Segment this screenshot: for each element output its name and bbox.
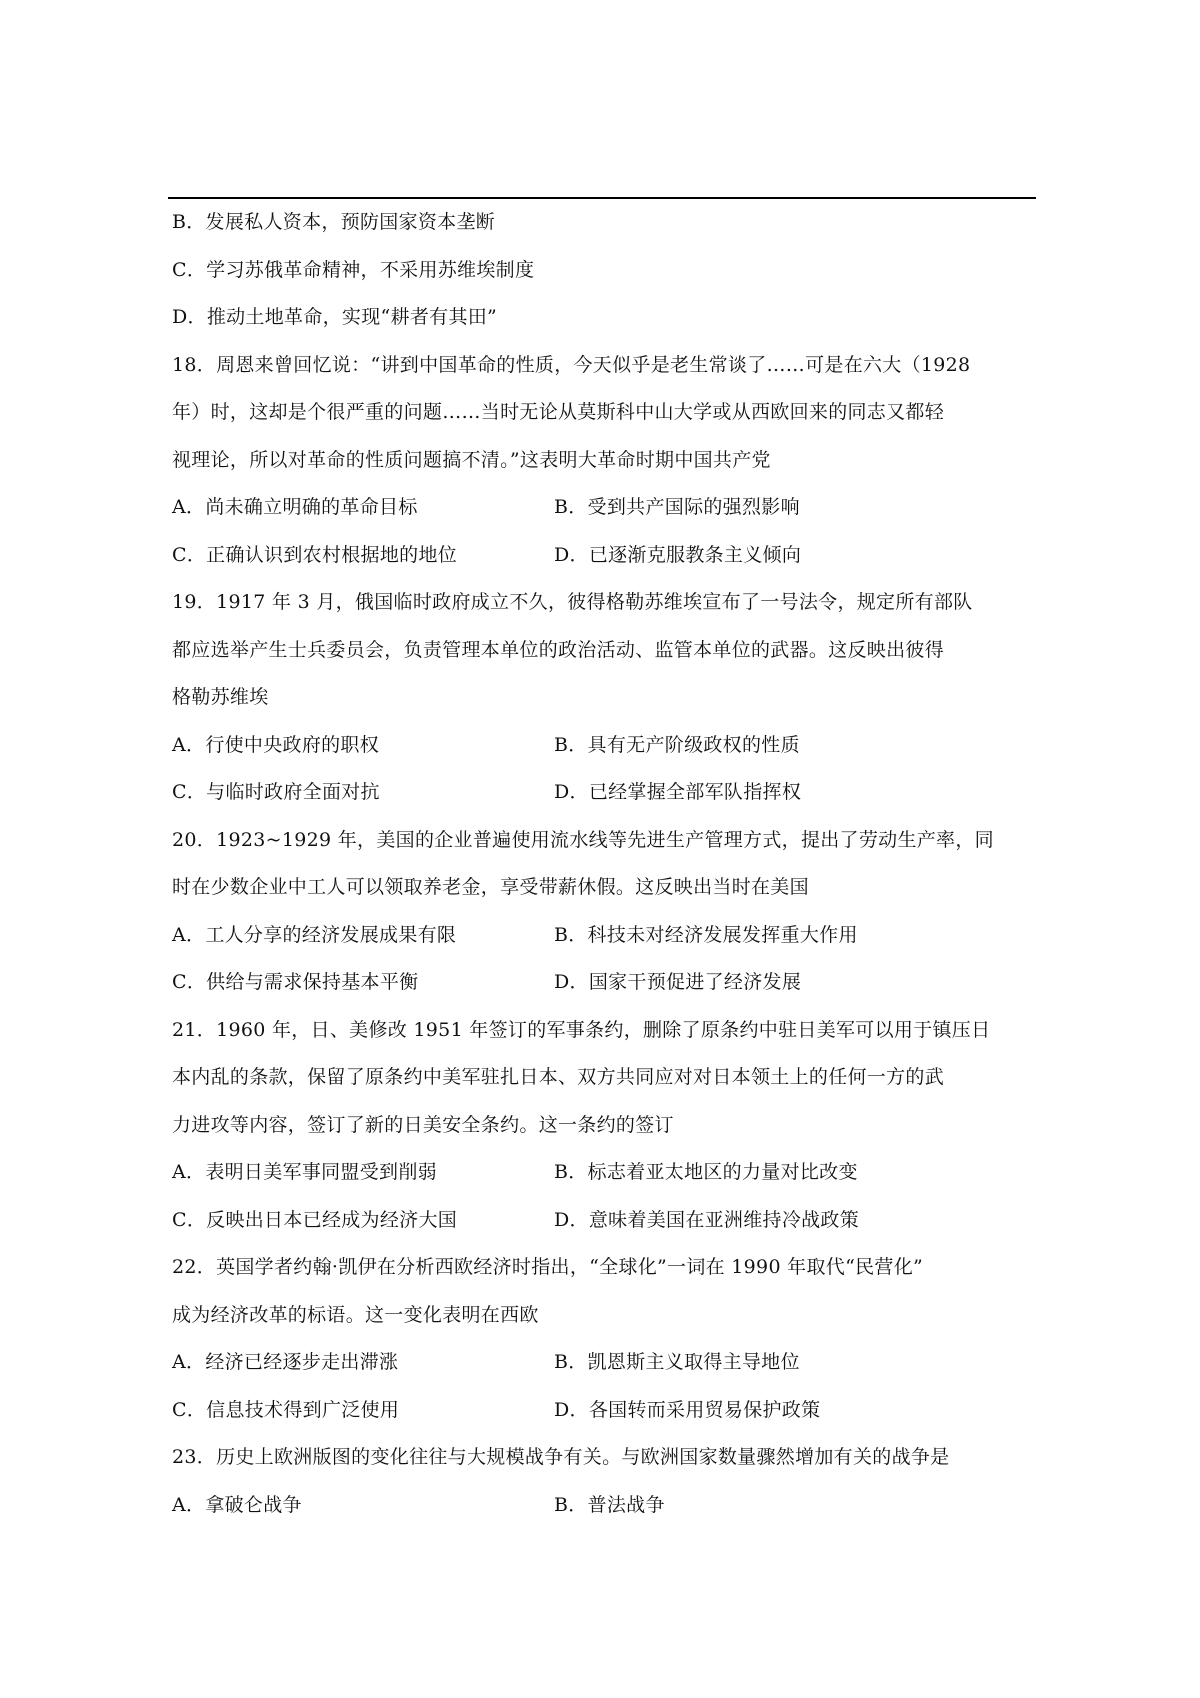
option-row <box>172 495 800 519</box>
option-row <box>172 1398 821 1422</box>
option-row <box>172 1350 800 1374</box>
option-b: B．普法战争 <box>554 1493 665 1516</box>
option-row <box>172 1160 858 1184</box>
option-b: B．凯恩斯主义取得主导地位 <box>554 1351 800 1373</box>
option-row <box>172 543 802 567</box>
option-a: A．表明日美军事同盟受到削弱 <box>172 1161 437 1183</box>
option-row <box>172 733 800 757</box>
option-c: C．反映出日本已经成为经济大国 <box>172 1208 458 1231</box>
option-a: A．经济已经逐步走出滞涨 <box>172 1351 399 1373</box>
option-c: C．供给与需求保持基本平衡 <box>172 971 419 993</box>
option-b: B．具有无产阶级政权的性质 <box>554 733 800 756</box>
question-21-stem: 21．1960 年，日、美修改 1951 年签订的军事条约，删除了原条约中驻日美军可以用于镇压日 <box>172 1018 991 1041</box>
question-22-stem: 22．英国学者约翰·凯伊在分析西欧经济时指出，“全球化”一词在 1990 年取代“民营化” <box>172 1256 924 1278</box>
text-line: 力进攻等内容，签订了新的日美安全条约。这一条约的签订 <box>172 1113 674 1136</box>
option-d: D．已经掌握全部军队指挥权 <box>554 781 802 803</box>
text-line: 视理论，所以对革命的性质问题搞不清。”这表明大革命时期中国共产党 <box>172 448 771 471</box>
option-a: A．拿破仑战争 <box>172 1493 302 1516</box>
option-d: D．国家干预促进了经济发展 <box>554 971 802 993</box>
text-line: 都应选举产生士兵委员会，负责管理本单位的政治活动、监管本单位的武器。这反映出彼得 <box>172 638 945 661</box>
text-line: D．推动土地革命，实现“耕者有其田” <box>172 306 498 328</box>
option-b: B．科技未对经济发展发挥重大作用 <box>554 923 858 946</box>
text-line: 成为经济改革的标语。这一变化表明在西欧 <box>172 1303 539 1326</box>
option-d: D．已逐渐克服教条主义倾向 <box>554 543 802 566</box>
text-line: 本内乱的条款，保留了原条约中美军驻扎日本、双方共同应对对日本领土上的任何一方的武 <box>172 1066 945 1088</box>
question-23-stem: 23．历史上欧洲版图的变化往往与大规模战争有关。与欧洲国家数量骤然增加有关的战争是 <box>172 1446 950 1468</box>
header-rule <box>168 197 1036 199</box>
option-b: B．受到共产国际的强烈影响 <box>554 496 800 518</box>
question-19-stem: 19．1917 年 3 月，俄国临时政府成立不久，彼得格勒苏维埃宣布了一号法令，规定所有部队 <box>172 591 973 613</box>
question-20-stem: 20．1923~1929 年，美国的企业普遍使用流水线等先进生产管理方式，提出了劳动生产率，同 <box>172 828 994 851</box>
option-a: A．尚未确立明确的革命目标 <box>172 496 418 518</box>
option-b: B．标志着亚太地区的力量对比改变 <box>554 1161 858 1183</box>
option-d: D．意味着美国在亚洲维持冷战政策 <box>554 1208 860 1231</box>
option-row <box>172 970 802 994</box>
option-row <box>172 780 802 804</box>
question-18-stem: 18．周恩来曾回忆说：“讲到中国革命的性质，今天似乎是老生常谈了……可是在六大（1928 <box>172 353 971 376</box>
option-row <box>172 1208 860 1232</box>
text-line: C．学习苏俄革命精神，不采用苏维埃制度 <box>172 258 535 281</box>
option-c: C．与临时政府全面对抗 <box>172 781 380 803</box>
option-row <box>172 1493 665 1517</box>
option-c: C．正确认识到农村根据地的地位 <box>172 543 458 566</box>
text-line: 格勒苏维埃 <box>172 686 269 708</box>
text-line: 时在少数企业中工人可以领取养老金，享受带薪休假。这反映出当时在美国 <box>172 876 809 898</box>
option-c: C．信息技术得到广泛使用 <box>172 1398 400 1421</box>
option-a: A．工人分享的经济发展成果有限 <box>172 923 457 946</box>
text-line: B．发展私人资本，预防国家资本垄断 <box>172 211 496 233</box>
option-d: D．各国转而采用贸易保护政策 <box>554 1398 821 1421</box>
text-line: 年）时，这却是个很严重的问题……当时无论从莫斯科中山大学或从西欧回来的同志又都轻 <box>172 401 945 423</box>
option-a: A．行使中央政府的职权 <box>172 733 380 756</box>
option-row <box>172 923 858 947</box>
